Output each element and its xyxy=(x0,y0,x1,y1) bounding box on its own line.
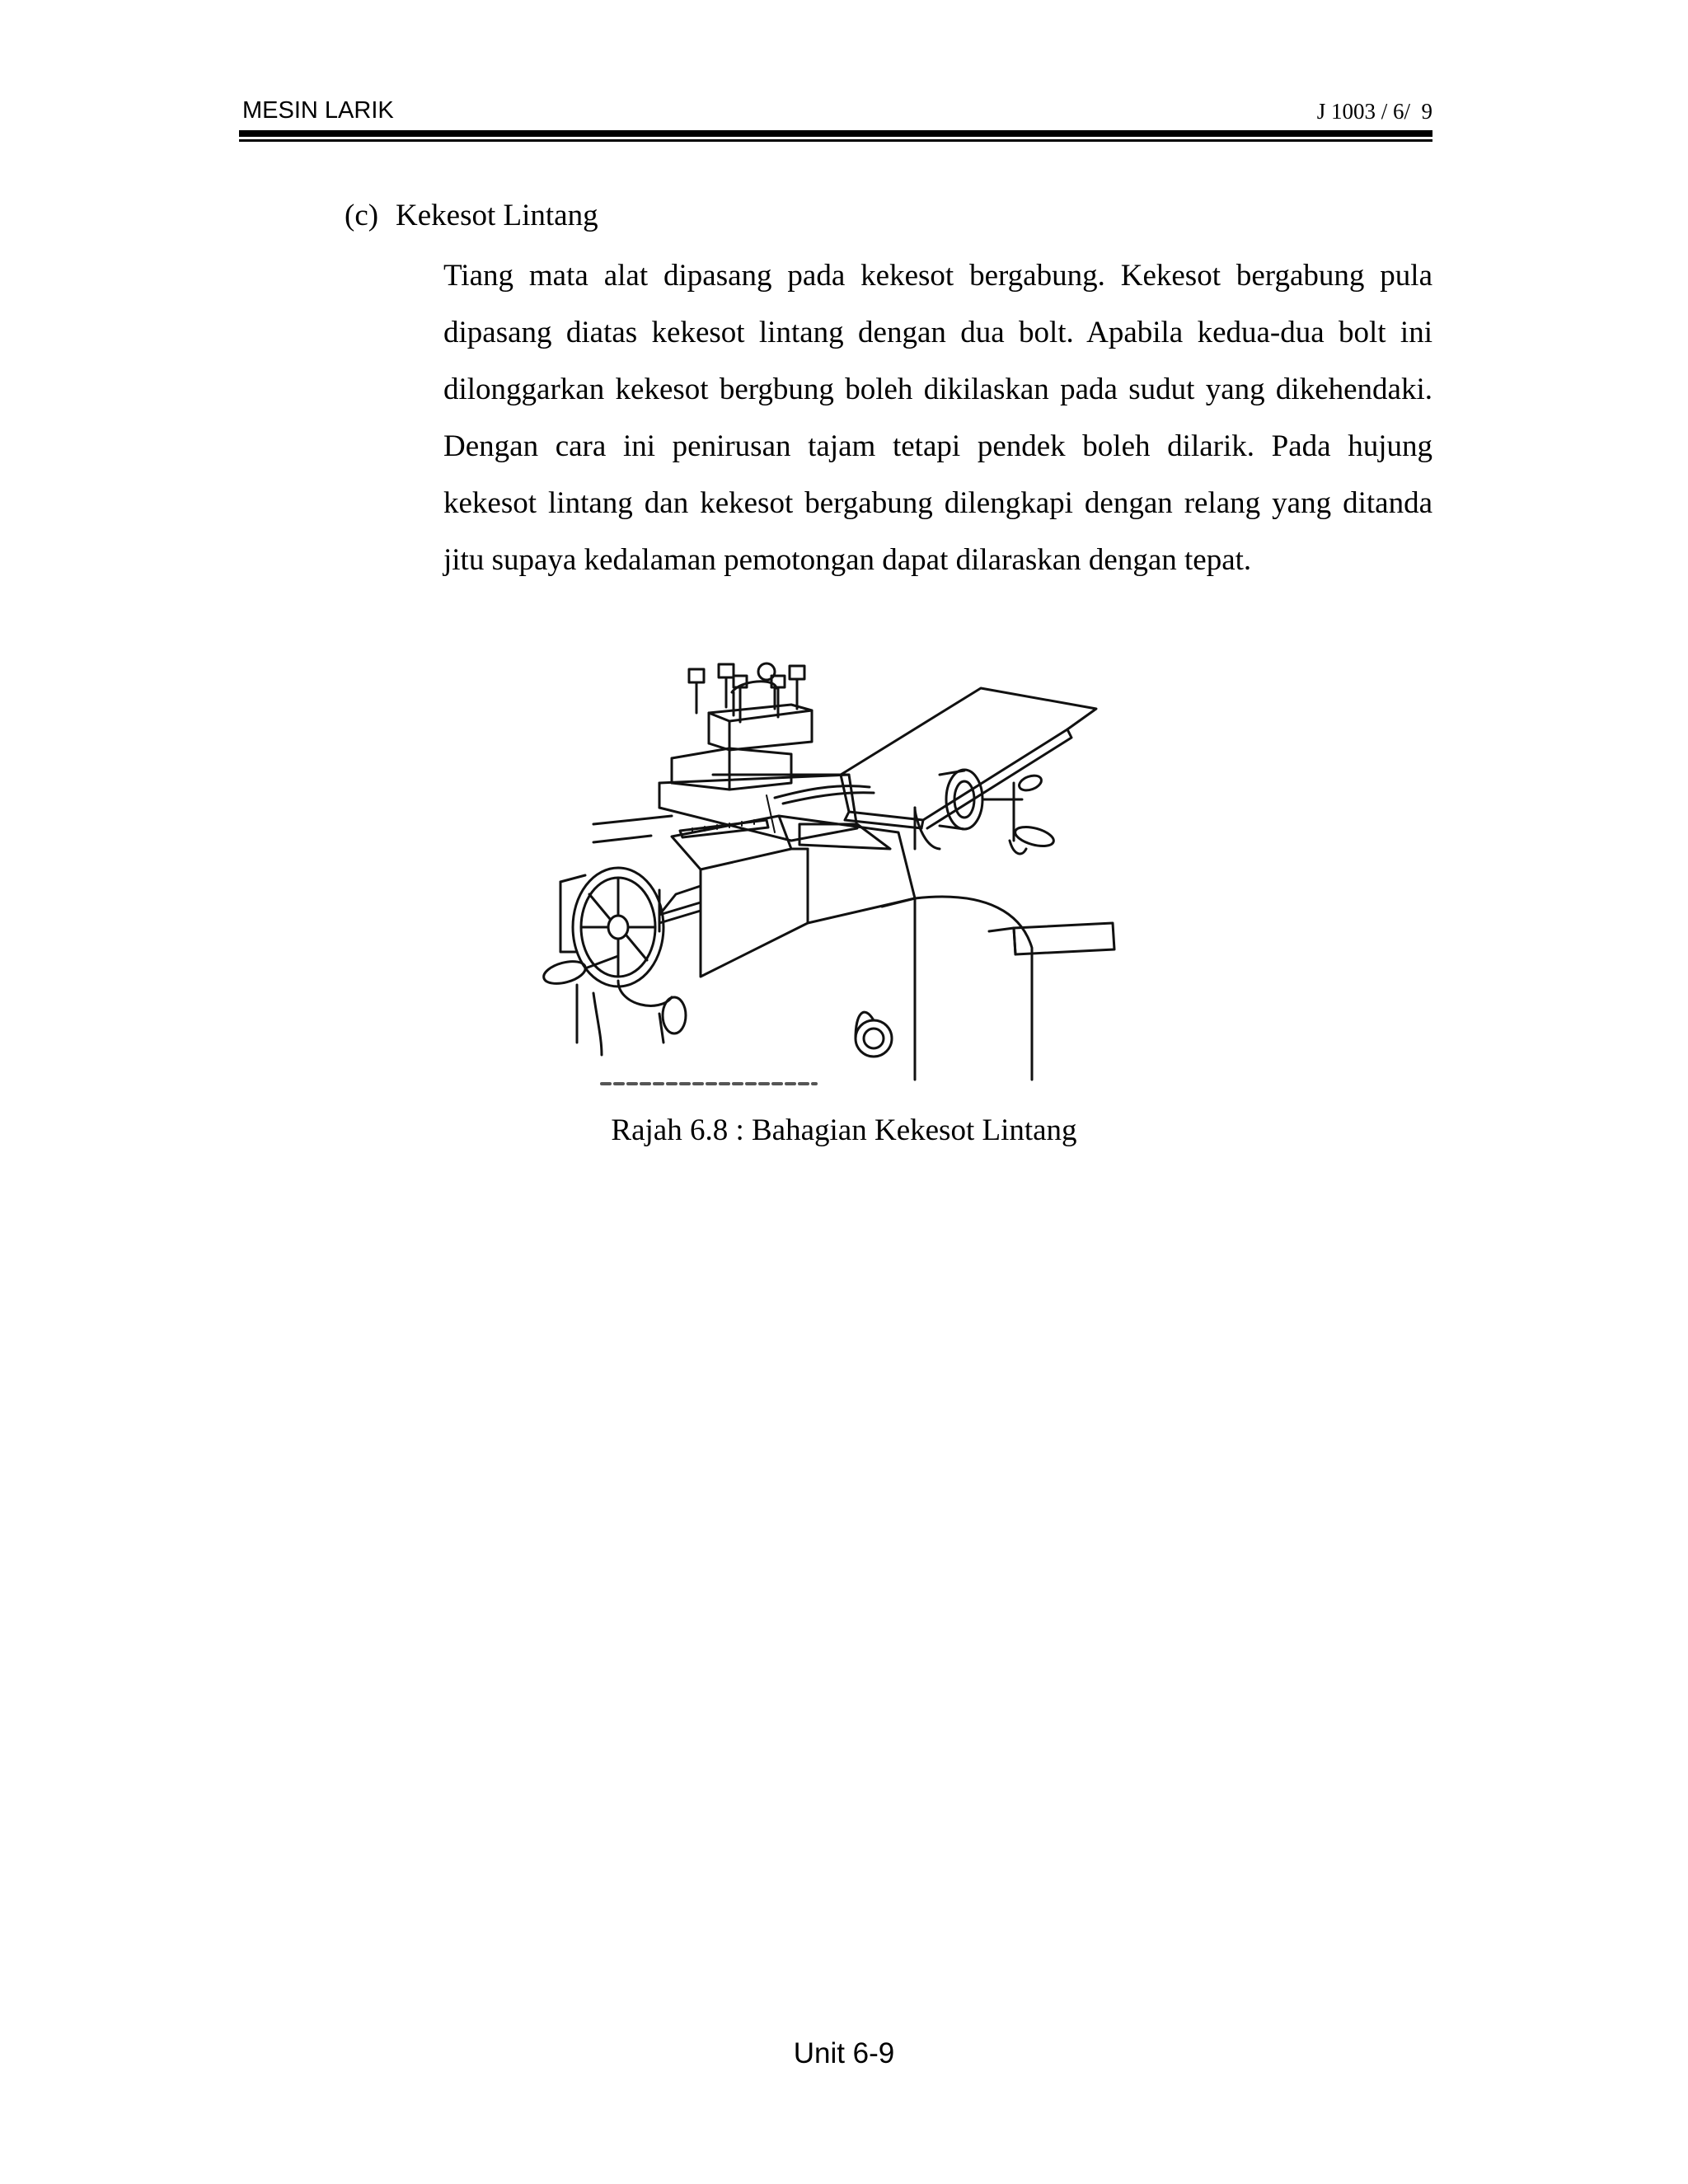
cross-slide-illustration xyxy=(528,651,1121,1096)
body-paragraph: Tiang mata alat dipasang pada kekesot bergabung. Kekesot bergabung pula dipasang diatas kekesot lintang dengan dua bolt. Apabila kedua-dua bolt ini dilonggarkan kekesot bergbung boleh dikilaskan pada sudut yang dikehendaki. Dengan cara ini penirusan tajam tetapi pendek boleh dilarik. Pada hujung kekesot lintang dan kekesot bergabung dilengkapi dengan relang yang ditanda jitu supaya kedalaman pemotongan dapat dilaraskan dengan tepat. xyxy=(443,259,1432,577)
header-code: J 1003 / 6/ 9 xyxy=(1316,99,1432,124)
section-heading xyxy=(345,198,598,233)
section-marker: (c) xyxy=(345,199,379,232)
header-title: MESIN LARIK xyxy=(242,97,394,124)
header-rule-thin xyxy=(239,139,1432,142)
section-title: Kekesot Lintang xyxy=(396,199,598,232)
page-footer: Unit 6-9 xyxy=(793,2037,895,2069)
header-rule-thick xyxy=(239,130,1432,137)
figure-caption: Rajah 6.8 : Bahagian Kekesot Lintang xyxy=(611,1113,1077,1147)
